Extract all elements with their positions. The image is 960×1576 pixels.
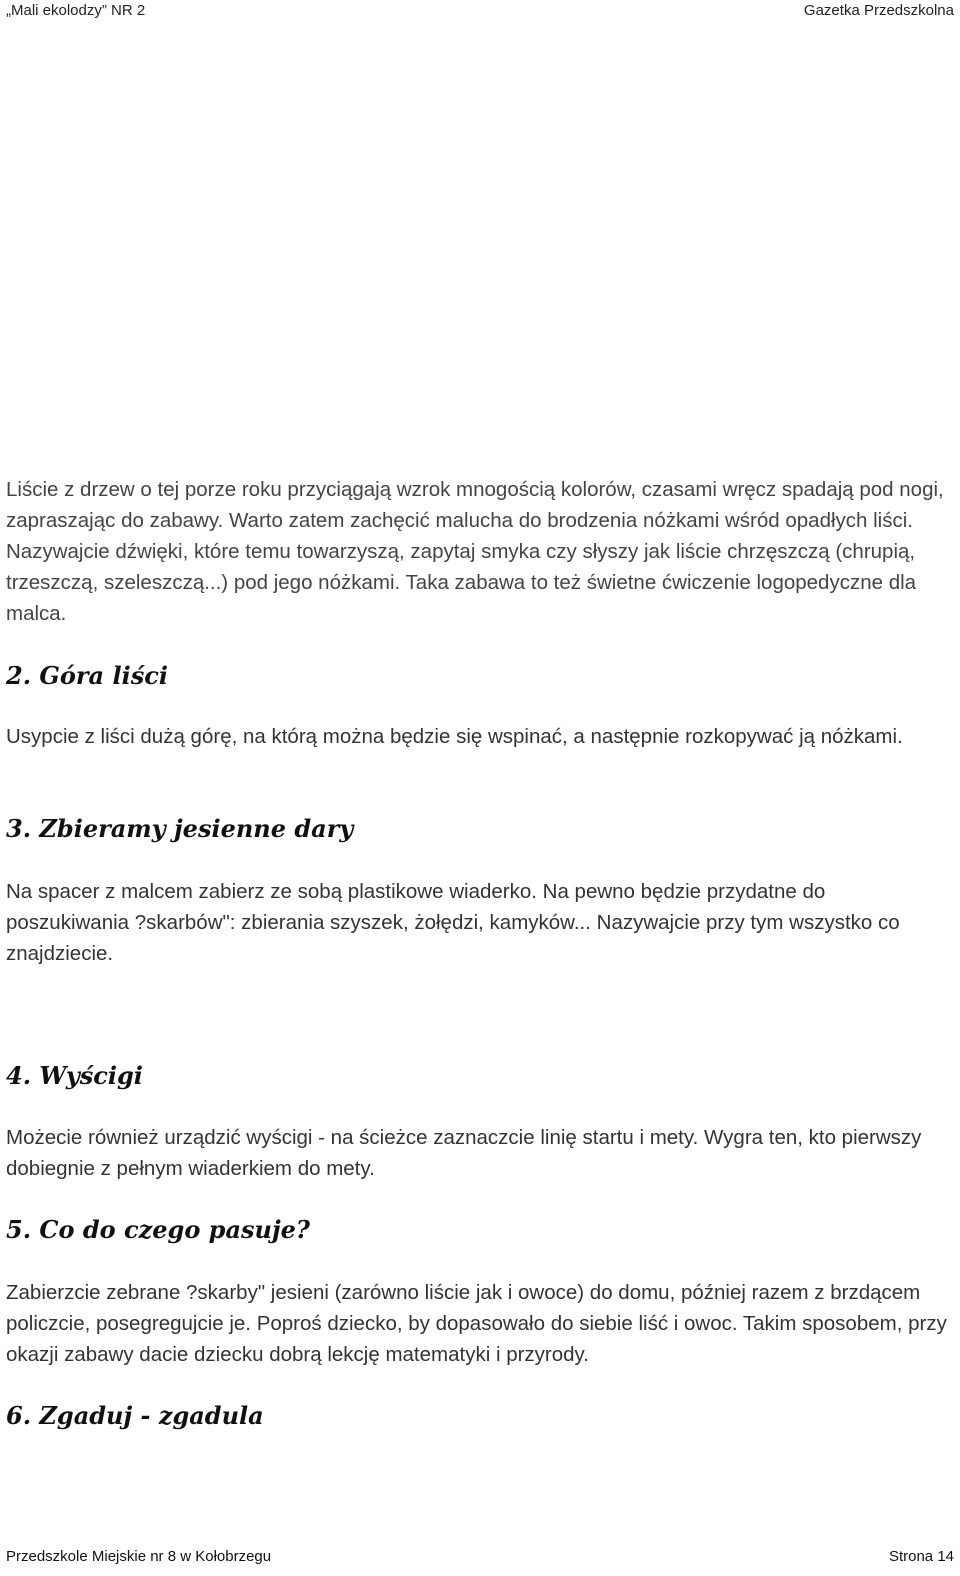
- footer-school: Przedszkole Miejskie nr 8 w Kołobrzegu: [6, 1548, 272, 1565]
- section-heading-3: 3. Zbieramy jesienne dary: [6, 814, 354, 843]
- section-body-5: Zabierzcie zebrane ?skarby" jesieni (zarówno liście jak i owoce) do domu, później razem z brzdącem policzcie, posegregujcie je. Poproś dziecko, by dopasowało do siebie liść i owoc. Takim sposobem, przy okazji zabawy dacie dziecku dobrą lekcję matematyki i przyrody.: [6, 1281, 947, 1366]
- section-body-2: Usypcie z liści dużą górę, na którą można będzie się wspinać, a następnie rozkopywać ją nóżkami.: [6, 725, 903, 748]
- intro-paragraph: Liście z drzew o tej porze roku przyciągają wzrok mnogością kolorów, czasami wręcz spadają pod nogi, zapraszając do zabawy. Warto zatem zachęcić malucha do brodzenia nóżkami wśród opadłych liści. Nazywajcie dźwięki, które temu towarzyszą, zapytaj smyka czy słyszy jak liście chrzęszczą (chrupią, trzeszczą, szeleszczą...) pod jego nóżkami. Taka zabawa to też świetne ćwiczenie logopedyczne dla malca.: [6, 478, 944, 625]
- header-title: „Mali ekolodzy” NR 2: [6, 2, 146, 19]
- section-heading-4: 4. Wyścigi: [6, 1061, 143, 1090]
- footer-page-number: Strona 14: [888, 1548, 954, 1565]
- header-subtitle: Gazetka Przedszkolna: [803, 2, 954, 19]
- section-body-3: Na spacer z malcem zabierz ze sobą plastikowe wiaderko. Na pewno będzie przydatne do poszukiwania ?skarbów": zbierania szyszek, żołędzi, kamyków... Nazywajcie przy tym wszystko co znajdziecie.: [6, 880, 900, 965]
- section-heading-5: 5. Co do czego pasuje?: [6, 1215, 310, 1244]
- section-heading-6: 6. Zgaduj - zgadula: [6, 1401, 264, 1430]
- section-body-4: Możecie również urządzić wyścigi - na ścieżce zaznaczcie linię startu i mety. Wygra ten, kto pierwszy dobiegnie z pełnym wiaderkiem do mety.: [6, 1126, 922, 1180]
- section-heading-2: 2. Góra liści: [6, 661, 168, 690]
